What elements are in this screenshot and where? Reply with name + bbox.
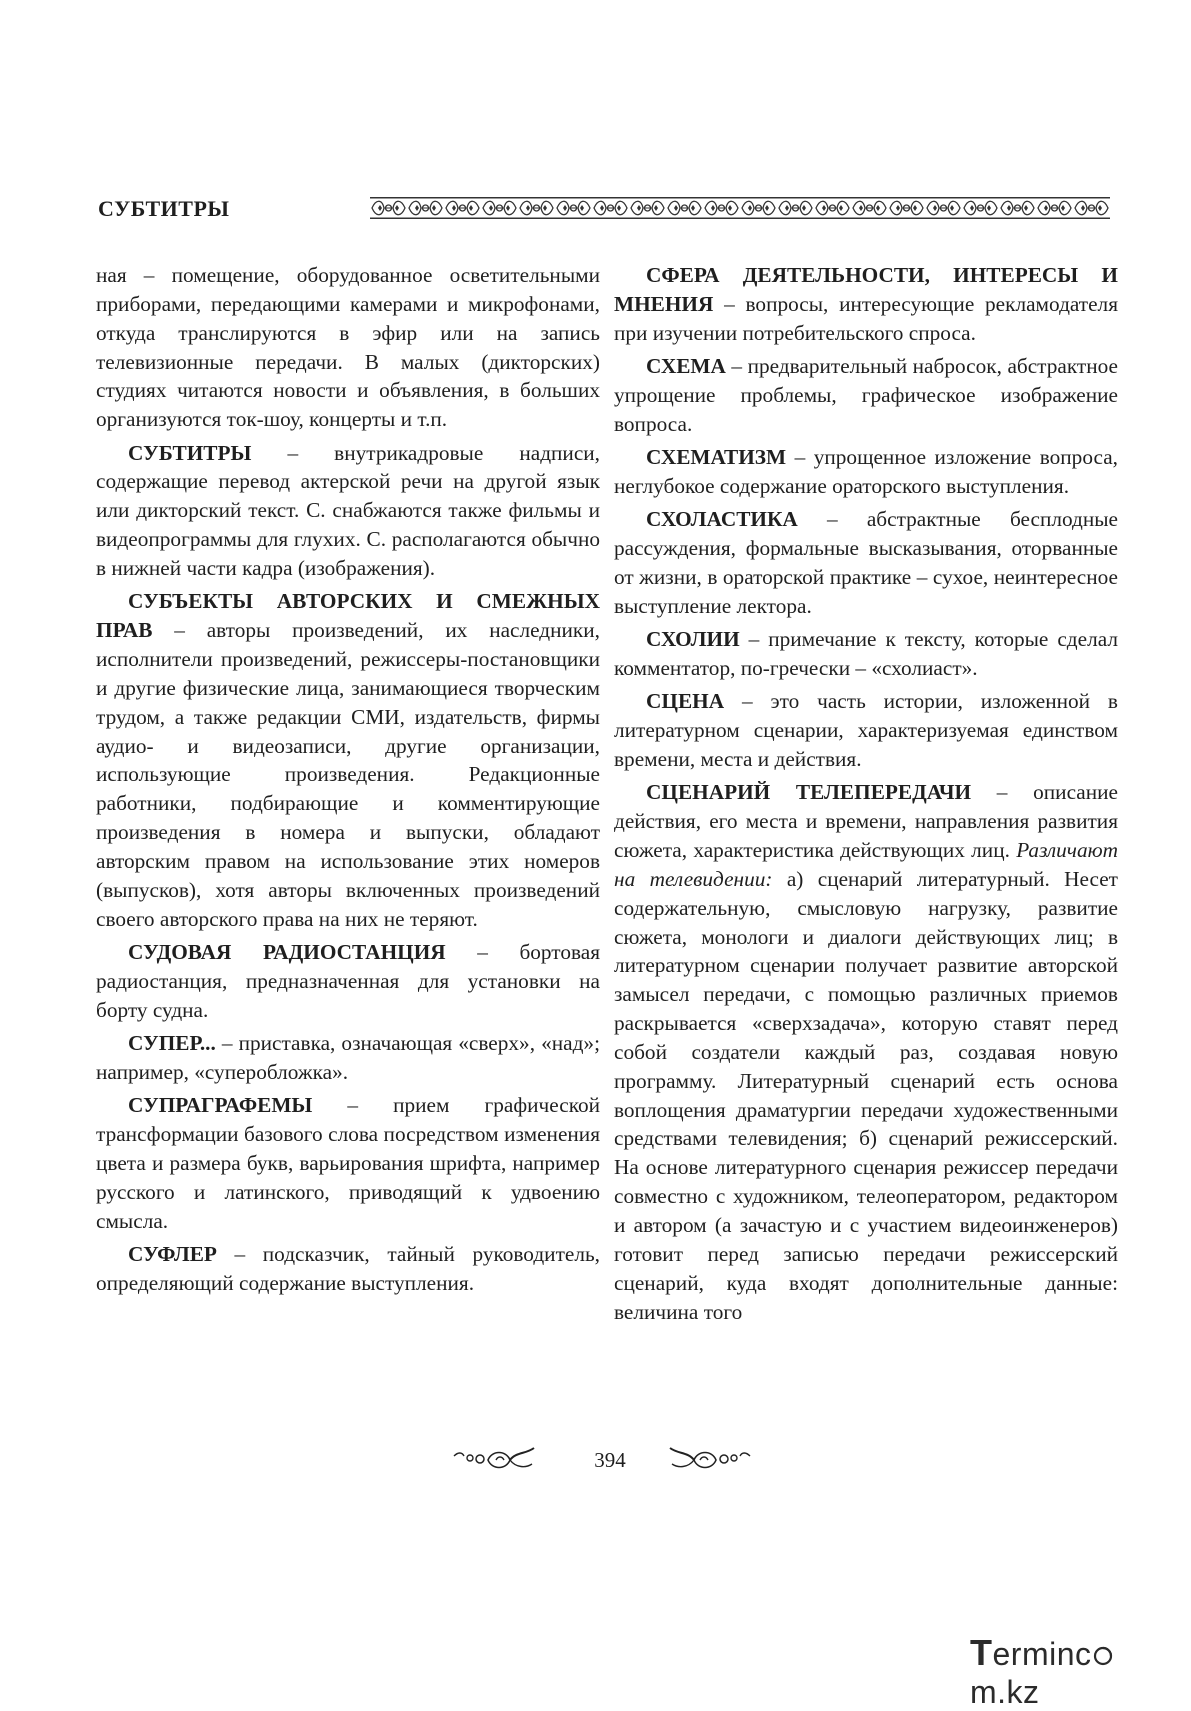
entry-subjects-rights — [96, 587, 600, 933]
entry-scene — [614, 687, 1118, 774]
entry-supragraphemes — [96, 1091, 600, 1235]
entry-term: СХОЛИИ — [646, 627, 740, 652]
entry-definition: – бортовая радиостанция, предназначенная для установки на борту судна. — [96, 939, 600, 1022]
entry-definition: – внутрикадровые надписи, содержащие перевод актерской речи на другой язык или дикторский текст. С. снабжаются также фильмы и видеопрограммы для глухих. С. располагаются обычно в нижней части кадра (изображения). — [96, 440, 600, 580]
entry-term: СУПЕР... — [128, 1030, 216, 1055]
ornamental-border — [370, 196, 1110, 220]
entry-definition: – подсказчик, тайный руководитель, определяющий содержание выступления. — [96, 1241, 600, 1295]
right-column — [614, 261, 1118, 1331]
footer-ornament-left-icon — [450, 1446, 540, 1474]
entry-term: СФЕРА ДЕЯТЕЛЬНОСТИ, ИНТЕРЕСЫ И МНЕНИЯ — [614, 263, 1118, 316]
entry-definition: – это часть истории, изложенной в литературном сценарии, характеризуемая единством времени, места и действия. — [614, 689, 1118, 771]
page-number: 394 — [594, 1448, 626, 1472]
running-head: СУБТИТРЫ — [98, 196, 230, 221]
entry-definition: – вопросы, интересующие рекламодателя при изучении потребительского спроса. — [614, 291, 1118, 345]
entry-definition: – упрощенное изложение вопроса, неглубокое содержание ораторского выступления. — [614, 445, 1118, 498]
entry-definition-cont: а) сценарий литературный. Несет содержательную, смысловую нагрузку, развитие сюжета, монологи и диалоги действующих лиц; в литературном сценарии получает развитие авторской замысел передачи, с помощью различных приемов раскрывается «сверхзадача», которую ставят перед собой создатели каждый раз, создавая новую программу. Литературный сценарий есть основа воплощения драматургии передачи художественными средствами телевидения; б) сценарий режиссерский. На основе литературного сценария режиссер передачи совместно с художником, телеоператором, редактором и автором (а зачастую и с участием видеоинженеров) готовит перед записью передачи режиссерский сценарий, куда входят дополнительные данные: величина того — [614, 866, 1118, 1324]
entry-term: СЦЕНАРИЙ ТЕЛЕПЕРЕДАЧИ — [646, 780, 972, 805]
entry-definition: – приставка, означающая «сверх», «над»; например, «суперобложка». — [96, 1030, 600, 1084]
entry-term: СУДОВАЯ РАДИОСТАНЦИЯ — [128, 939, 446, 964]
entry-definition: – примечание к тексту, которые сделал комментатор, по-гречески – «схолиаст». — [614, 627, 1118, 680]
paragraph-continued — [96, 261, 600, 434]
entry-term: СХЕМАТИЗМ — [646, 445, 787, 470]
entry-definition: – предварительный набросок, абстрактное упрощение проблемы, графическое изображение вопроса. — [614, 354, 1118, 436]
entry-schema — [614, 352, 1118, 439]
entry-term: СХОЛАСТИКА — [646, 507, 798, 532]
entry-scholastics — [614, 505, 1118, 620]
entry-definition: – абстрактные бесплодные рассуждения, формальные высказывания, оторванные от жизни, в ораторской практике – сухое, неинтересное выступление лектора. — [614, 507, 1118, 618]
entry-sufler — [96, 1240, 600, 1298]
entry-term: СУФЛЕР — [128, 1241, 217, 1266]
left-column — [96, 261, 600, 1302]
entry-scholia — [614, 625, 1118, 683]
entry-schematism — [614, 443, 1118, 501]
entry-term: СХЕМА — [646, 354, 726, 379]
entry-ship-radio — [96, 938, 600, 1025]
paragraph-text: ная – помещение, оборудованное осветительными приборами, передающими камерами и микрофонами, откуда транслируются в эфир или на запись телевизионные передачи. В малых (дикторских) студиях читаются новости и объявления, в больших организуются ток-шоу, концерты и т.п. — [96, 263, 600, 432]
entry-term: СУБТИТРЫ — [128, 440, 252, 465]
page-header — [98, 190, 1110, 230]
entry-term: СЦЕНА — [646, 689, 725, 714]
entry-definition: – авторы произведений, их наследники, исполнители произведений, режиссеры-постановщики и другие физические лица, занимающиеся творческим трудом, а также редакции СМИ, издательств, фирмы аудио- и видеозаписи, другие организации, использующие произведения. Редакционные работники, подбирающие и комментирующие произведения в номера и выпуски, обладают авторским правом на использование этих номеров (выпусков), хотя авторы включенных произведений своего авторского права на них не теряют. — [96, 618, 600, 931]
entry-definition: – описание действия, его места и времени, направления развития сюжета, характеристика действующих лиц. — [614, 780, 1118, 863]
entry-term: СУБЪЕКТЫ АВТОРСКИХ И СМЕЖНЫХ ПРАВ — [96, 589, 600, 643]
entry-italic-phrase: Различают на телевидении: — [614, 838, 1118, 891]
watermark-text: Termincm.kz — [970, 1636, 1114, 1710]
entry-sphere — [614, 261, 1118, 348]
entry-tv-script — [614, 778, 1118, 1326]
entry-term: СУПРАГРАФЕМЫ — [128, 1093, 313, 1118]
entry-definition: – прием графической трансформации базового слова посредством изменения цвета и размера букв, варьирования шрифта, например русского и латинского, приводящий к удвоению смысла. — [96, 1093, 600, 1233]
entry-super — [96, 1029, 600, 1087]
page-footer — [0, 1442, 1191, 1482]
site-watermark — [970, 1632, 1180, 1710]
footer-ornament-right-icon — [664, 1446, 754, 1474]
entry-subtitry — [96, 439, 600, 583]
watermark-o-icon — [1092, 1645, 1114, 1667]
